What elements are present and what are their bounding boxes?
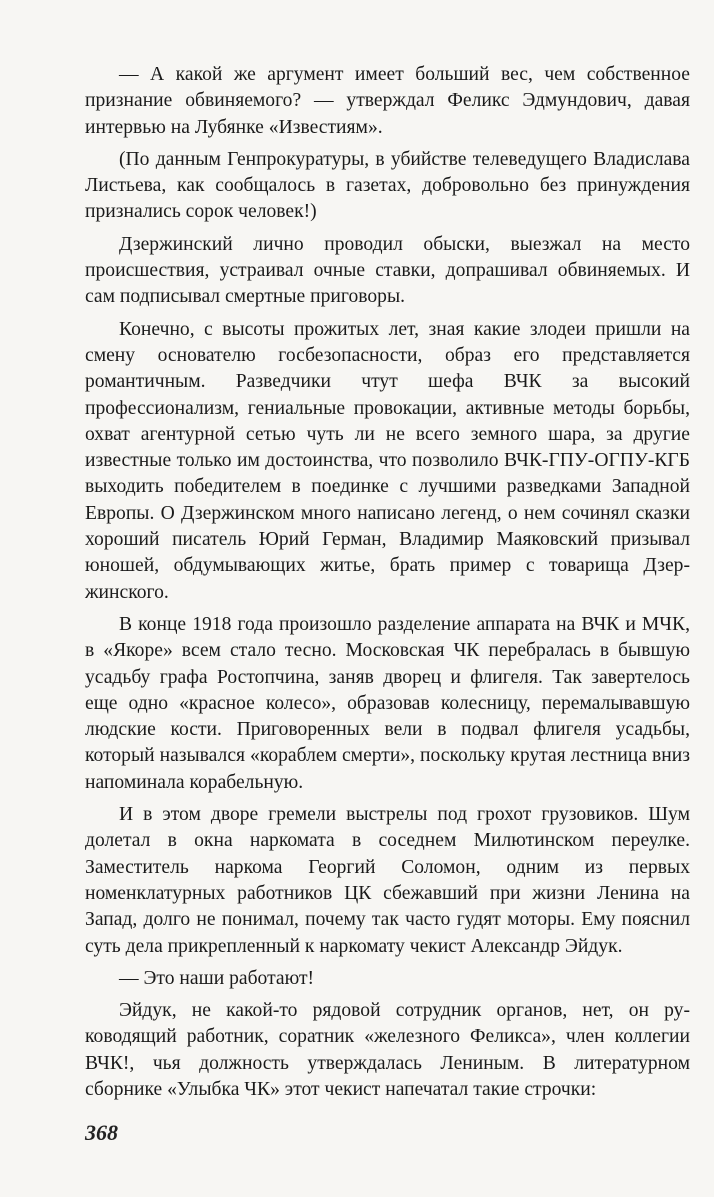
paragraph: Эйдук, не какой-то рядовой сотрудник органов, нет, он руководящий работник, соратник «железного Феликса», член коллегии ВЧК!, чья должность утверждалась Лениным. В литературном сборнике «Улыбка ЧК» этот чекист напечатал такие строчки: <box>85 1000 690 1100</box>
paragraph: — А какой же аргумент имеет больший вес, чем собственное признание обвиняемого? — утверждал Феликс Эдмундович, давая интервью на Лубянке «Известиям». <box>85 64 690 138</box>
paragraph: (По данным Генпрокуратуры, в убийстве телеведущего Владислава Листьева, как сообщалось в газетах, добровольно без принуждения признались сорок человек!) <box>85 148 690 223</box>
paragraph: — Это наши работают! <box>119 967 315 989</box>
paragraph: Дзержинский лично проводил обыски, выезжал на место происшествия, устраивал очные ставки, допрашивал обвиняемых. И сам подписывал смертные приговоры. <box>85 233 690 308</box>
page-number: 368 <box>85 1120 118 1145</box>
paragraph: В конце 1918 года произошло разделение аппарата на ВЧК и МЧК, в «Якоре» всем стало тесно. Московская ЧК перебралась в бывшую усадьбу графа Ростопчина, заняв дворец и флигеля. Так завертелось еще одно «красное колесо», образовав колесницу, перемалывавшую людские кости. Приговоренных вели в подвал флигеля усадьбы, который назывался «кораблем смерти», поскольку крутая лестница вниз напоминала корабельную. <box>85 613 690 793</box>
page-text <box>85 62 690 1109</box>
paragraph: Конечно, с высоты прожитых лет, зная какие злодеи пришли на смену основателю госбезопасности, образ его представляется романтичным. Разведчики чтут шефа ВЧК за высокий профессионализм, гениальные провокации, активные методы борьбы, охват агентурной сетью чуть ли не всего земного шара, за другие известные только им достоинства, что позволило ВЧК-ГПУ-ОГПУ-КГБ выходить победителем в поединке с лучшими разведками Западной Европы. О Дзержинском много написано легенд, о нем сочинял сказки хороший писатель Юрий Герман, Владимир Маяковский призывал юношей, обдумывающих житье, брать пример с товарища Дзержинского. <box>85 318 690 603</box>
paragraph: И в этом дворе гремели выстрелы под грохот грузовиков. Шум долетал в окна наркомата в соседнем Милютинском переулке. Заместитель наркома Георгий Соломон, одним из первых номенклатурных работников ЦК сбежавший при жизни Ленина на Запад, долго не понимал, почему так часто гудят моторы. Ему пояснил суть дела прикрепленный к наркомату чекист Александр Эйдук. <box>85 804 690 957</box>
